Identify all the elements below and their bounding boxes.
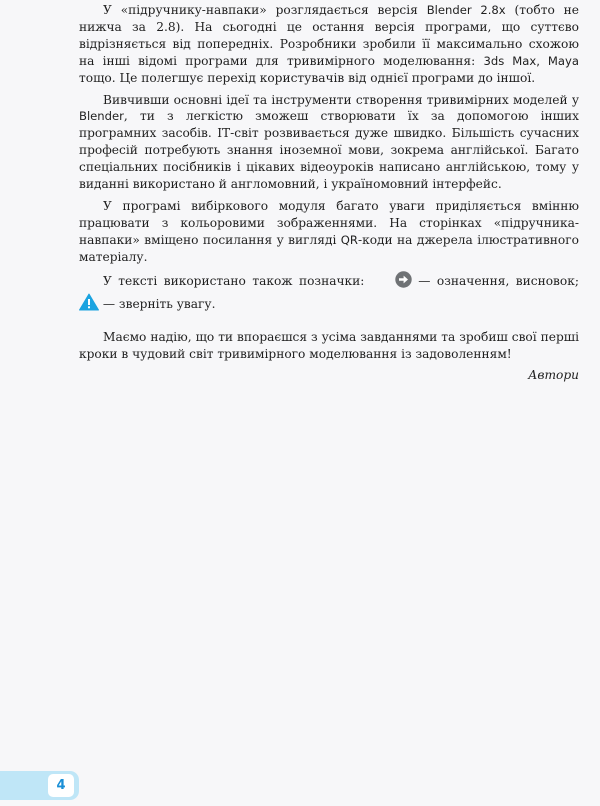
signature: Автори [528, 368, 579, 382]
software-name: Blender 2.8x [426, 3, 506, 17]
paragraph-text: — зверніть увагу. [99, 296, 216, 311]
paragraph-closing: Маємо надію, що ти впораєшся з усіма завданнями та зробиш свої перші кроки в чудовий світ тривимірного моделювання із задоволенням! [79, 330, 579, 362]
warning-triangle-icon [55, 293, 99, 316]
paragraph-text: , ти з легкістю зможеш створювати їх за допомогою інших програмних засобів. ІТ-світ розвивається дуже швидко. Більшість сучасних професій потребують знання іноземної мови, зокрема англійської. Багато спеціальних посібників і цікавих відеоуроків написано англійською, тому у виданні використано й англомовний, і україномовний інтерфейс. [79, 109, 579, 192]
paragraph-text: (тобто не нижча за 2.8). На сьогодні це остання версія програми, що суттєво відрізняється від попередніх. Розробники зробили її максимально схожою на інші відомі програми для тривимірного моделювання: [79, 3, 579, 68]
paragraph-text: У тексті використано також позначки: [103, 273, 371, 288]
software-name: Blender [79, 109, 124, 124]
page-number: 4 [48, 774, 74, 797]
paragraph-text: — означення, висновок; [411, 273, 579, 288]
paragraph-text: -коди на джерела ілюстративного матеріалу. [79, 232, 579, 264]
paragraph-text: Вивчивши основні ідеї та інструменти створення тривимірних моделей у [103, 92, 579, 107]
paragraph-tools [79, 92, 579, 193]
software-name: 3ds Max, Maya [483, 53, 580, 68]
paragraph-text: тощо. Це полегшує перехід користувачів від однієї програми до іншої. [79, 70, 536, 85]
paragraph-legend [79, 271, 579, 316]
paragraph-text: У «підручнику-навпаки» розглядається версія [103, 3, 427, 17]
paragraph-blender-version [79, 2, 579, 87]
paragraph-images [79, 198, 579, 266]
arrow-circle-icon [371, 271, 412, 293]
paragraph-text: У програмі вибіркового модуля багато уваги приділяється вмінню працювати з кольоровими зображеннями. На сторінках «підручника-навпаки» вміщено посилання у вигляді [79, 198, 579, 247]
main-text [79, 2, 579, 368]
qr-term: QR [340, 232, 358, 247]
